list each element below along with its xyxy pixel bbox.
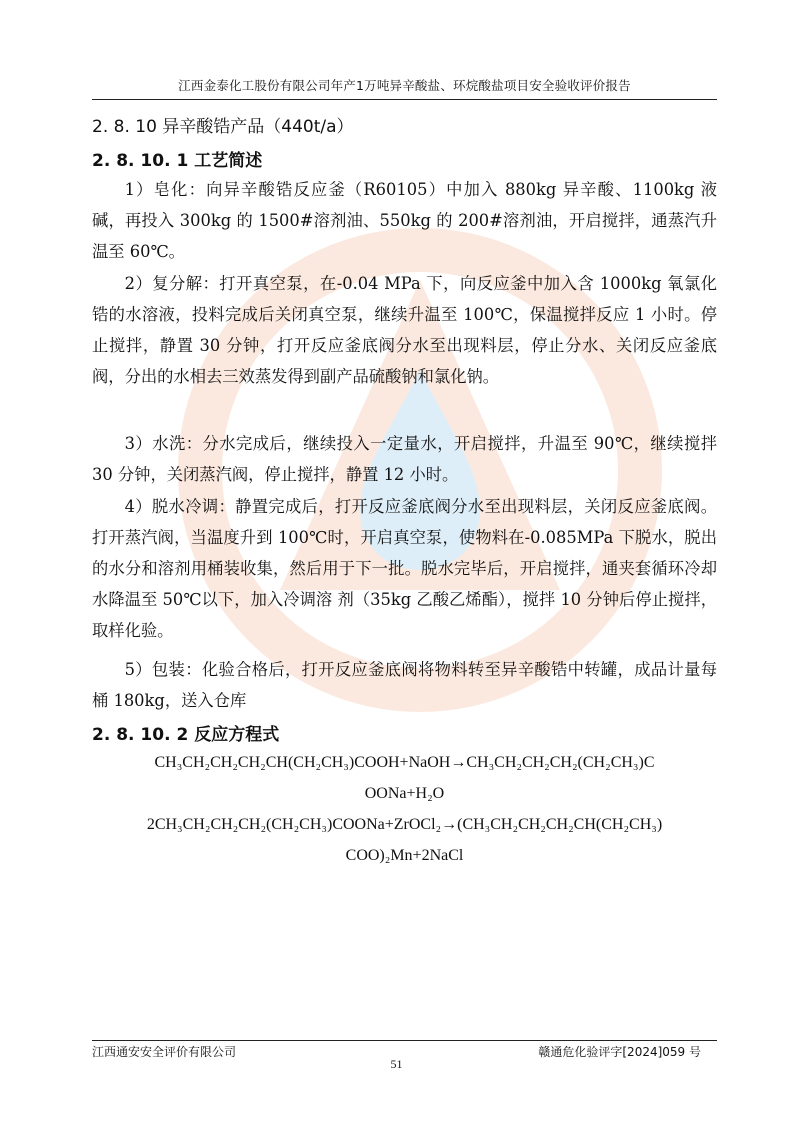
header-divider xyxy=(92,99,717,100)
paragraph-saponification: 1）皂化：向异辛酸锆反应釜（R60105）中加入 880kg 异辛酸、1100kg 液碱，再投入 300kg 的 1500#溶剂油、550kg 的 200#溶剂油，开启搅拌，通蒸汽升温至 60℃。 xyxy=(92,180,717,261)
equation-line: OONa+H₂O xyxy=(364,785,445,802)
reaction-equations xyxy=(92,747,717,871)
page-number: 51 xyxy=(390,1057,403,1071)
page-header-title: 江西金泰化工股份有限公司年产1万吨异辛酸盐、环烷酸盐项目安全验收评价报告 xyxy=(178,78,631,93)
equation-line: 2CH₃CH₂CH₂CH₂(CH₂CH₃)COONa+ZrOCl₂→(CH₃CH₂CH₂CH₂CH(CH₂CH₃) xyxy=(146,816,663,833)
footer-company: 江西通安安全评价有限公司 xyxy=(92,1045,237,1059)
paragraph-washing: 3）水洗：分水完成后，继续投入一定量水，开启搅拌，升温至 90℃，继续搅拌 30 分钟，关闭蒸汽阀，停止搅拌，静置 12 小时。 xyxy=(92,434,717,484)
footer-doc-number: 赣通危化验评字[2024]059 号 xyxy=(538,1045,701,1059)
footer-divider xyxy=(92,1040,717,1041)
paragraph-dehydration: 4）脱水冷调：静置完成后，打开反应釜底阀分水至出现料层，关闭反应釜底阀。打开蒸汽阀，当温度升到 100℃时，开启真空泵，使物料在-0.085MPa 下脱水，脱出的水分和溶剂用桶装收集，然后用于下一批。脱水完毕后，开启搅拌，通夹套循环冷却水降温至 50℃以下，加入冷调溶 剂（35kg 乙酸乙烯酯），搅拌 10 分钟后停止搅拌，取样化验。 xyxy=(92,497,717,640)
subsection-title-process: 2. 8. 10. 1 工艺简述 xyxy=(92,151,263,171)
subsection-title-reaction: 2. 8. 10. 2 反应方程式 xyxy=(92,725,280,745)
paragraph-packaging: 5）包装：化验合格后，打开反应釜底阀将物料转至异辛酸锆中转罐，成品计量每桶 180kg，送入仓库 xyxy=(92,660,717,710)
section-title: 2. 8. 10 异辛酸锆产品（440t/a） xyxy=(92,117,354,137)
equation-line: COO)₂Mn+2NaCl xyxy=(345,847,464,864)
paragraph-metathesis: 2）复分解：打开真空泵，在-0.04 MPa 下，向反应釜中加入含 1000kg 氧氯化锆的水溶液，投料完成后关闭真空泵，继续升温至 100℃，保温搅拌反应 1 小时。停止搅拌，静置 30 分钟，打开反应釜底阀分水至出现料层，停止分水、关闭反应釜底阀，分出的水相去三效蒸发得到副产品硫酸钠和氯化钠。 xyxy=(92,274,717,386)
equation-line: CH₃CH₂CH₂CH₂CH(CH₂CH₃)COOH+NaOH→CH₃CH₂CH₂CH₂(CH₂CH₃)C xyxy=(154,754,655,771)
